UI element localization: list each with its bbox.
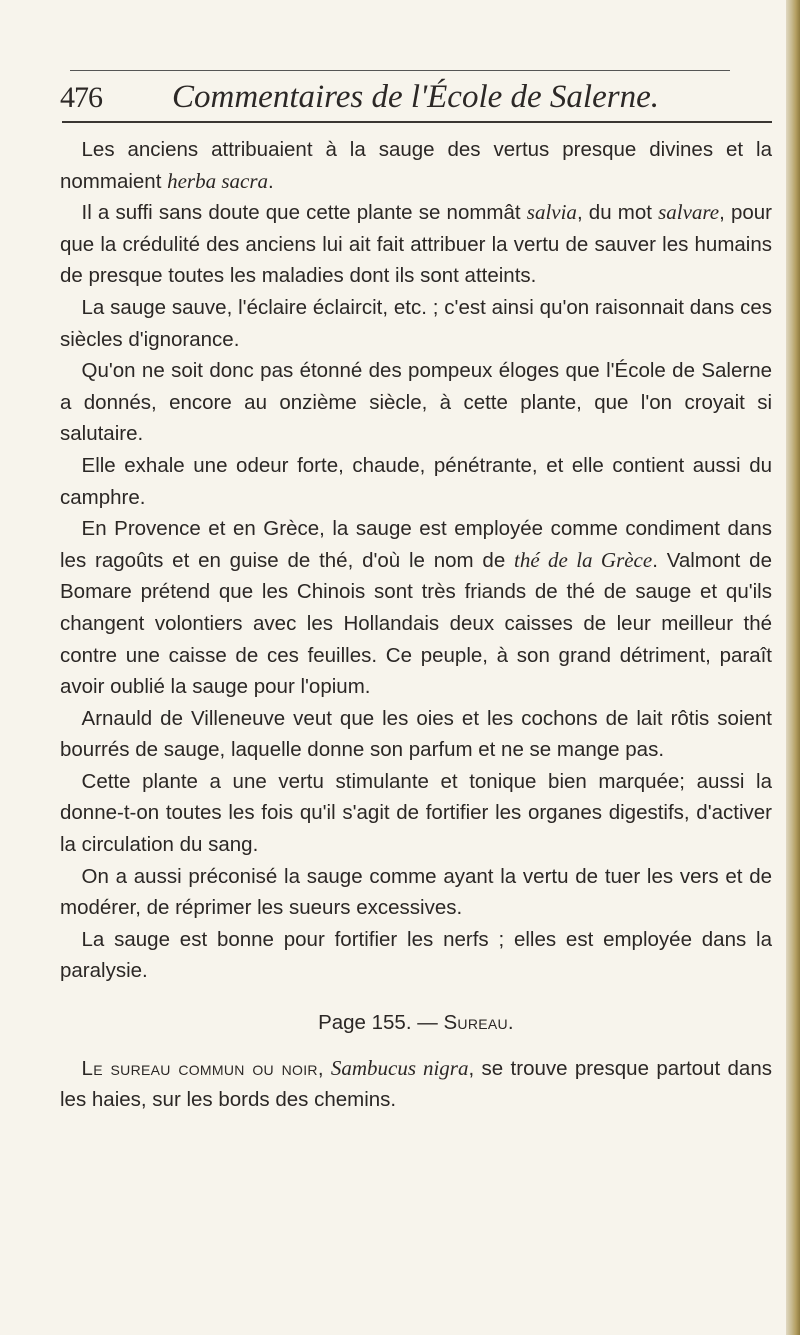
header-bottom-rule: [62, 121, 772, 123]
page-edge-shadow: [786, 0, 800, 1335]
section-heading: [60, 1007, 772, 1039]
paragraph-6-text-b: . Valmont de Bomare prétend que les Chinois sont très friands de thé de sauge et qu'ils changent volontiers avec les Hollandais deux caisses de leur meilleur thé contre une caisse de ces feuilles. Ce peuple, à son grand détriment, paraît avoir oublié la sauge pour l'opium.: [60, 548, 772, 699]
running-header: [60, 79, 760, 119]
paragraph-2-text-b: , du mot: [576, 201, 659, 225]
running-title: Commentaires de l'École de Salerne.: [172, 79, 659, 115]
paragraph-6: [60, 513, 772, 703]
paragraph-1: [60, 134, 772, 197]
term-sureau-commun: Le sureau commun ou noir: [81, 1056, 318, 1080]
paragraph-2: [60, 197, 772, 292]
paragraph-1-text: Les anciens attribuaient à la sauge des vertus presque divines et la nommaient: [60, 138, 772, 193]
term-the-de-la-grece: thé de la Grèce: [514, 547, 653, 572]
section-page-ref: Page 155.: [318, 1011, 412, 1035]
paragraph-2-text: Il a suffi sans doute que cette plante se nommât: [81, 201, 527, 225]
paragraph-3: La sauge sauve, l'éclaire éclaircit, etc. ; c'est ainsi qu'on raisonnait dans ces siècles d'ignorance.: [60, 295, 772, 351]
header-top-rule: [70, 70, 730, 71]
page-number: 476: [60, 81, 102, 114]
paragraph-4: Qu'on ne soit donc pas étonné des pompeux éloges que l'École de Salerne a donnés, encore au onzième siècle, à cette plante, que l'on croyait si salutaire.: [60, 359, 772, 446]
term-sambucus-nigra: Sambucus nigra: [330, 1055, 469, 1080]
paragraph-10: La sauge est bonne pour fortifier les nerfs ; elles est employée dans la paralysie.: [60, 927, 772, 983]
paragraph-11: [60, 1053, 772, 1116]
paragraph-2-text-c: , pour que la crédulité des anciens lui ait fait attribuer la vertu de sauver les humains de presque toutes les maladies dont ils sont atteints.: [60, 201, 773, 288]
section-dash: —: [411, 1011, 444, 1035]
paragraph-8: Cette plante a une vertu stimulante et tonique bien marquée; aussi la donne-t-on toutes les fois qu'il s'agit de fortifier les organes digestifs, d'activer la circulation du sang.: [60, 769, 772, 857]
paragraph-9: On a aussi préconisé la sauge comme ayant la vertu de tuer les vers et de modérer, de réprimer les sueurs excessives.: [60, 864, 772, 920]
term-salvare: salvare: [658, 200, 720, 225]
section-title: Sureau.: [443, 1011, 514, 1035]
paragraph-5: Elle exhale une odeur forte, chaude, pénétrante, et elle contient aussi du camphre.: [60, 453, 772, 509]
body-text: [60, 134, 772, 1116]
paragraph-7: Arnauld de Villeneuve veut que les oies et les cochons de lait rôtis soient bourrés de sauge, laquelle donne son parfum et ne se mange pas.: [60, 706, 772, 762]
term-herba-sacra: herba sacra: [167, 168, 269, 193]
paragraph-11-text: , se trouve presque partout dans les haies, sur les bords des chemins.: [60, 1056, 772, 1112]
paragraph-1-end: .: [268, 169, 274, 193]
term-salvia: salvia: [526, 200, 577, 225]
paragraph-11-comma: ,: [317, 1056, 331, 1080]
paragraph-6-text: En Provence et en Grèce, la sauge est employée comme condiment dans les ragoûts et en guise de thé, d'où le nom de: [60, 517, 772, 572]
